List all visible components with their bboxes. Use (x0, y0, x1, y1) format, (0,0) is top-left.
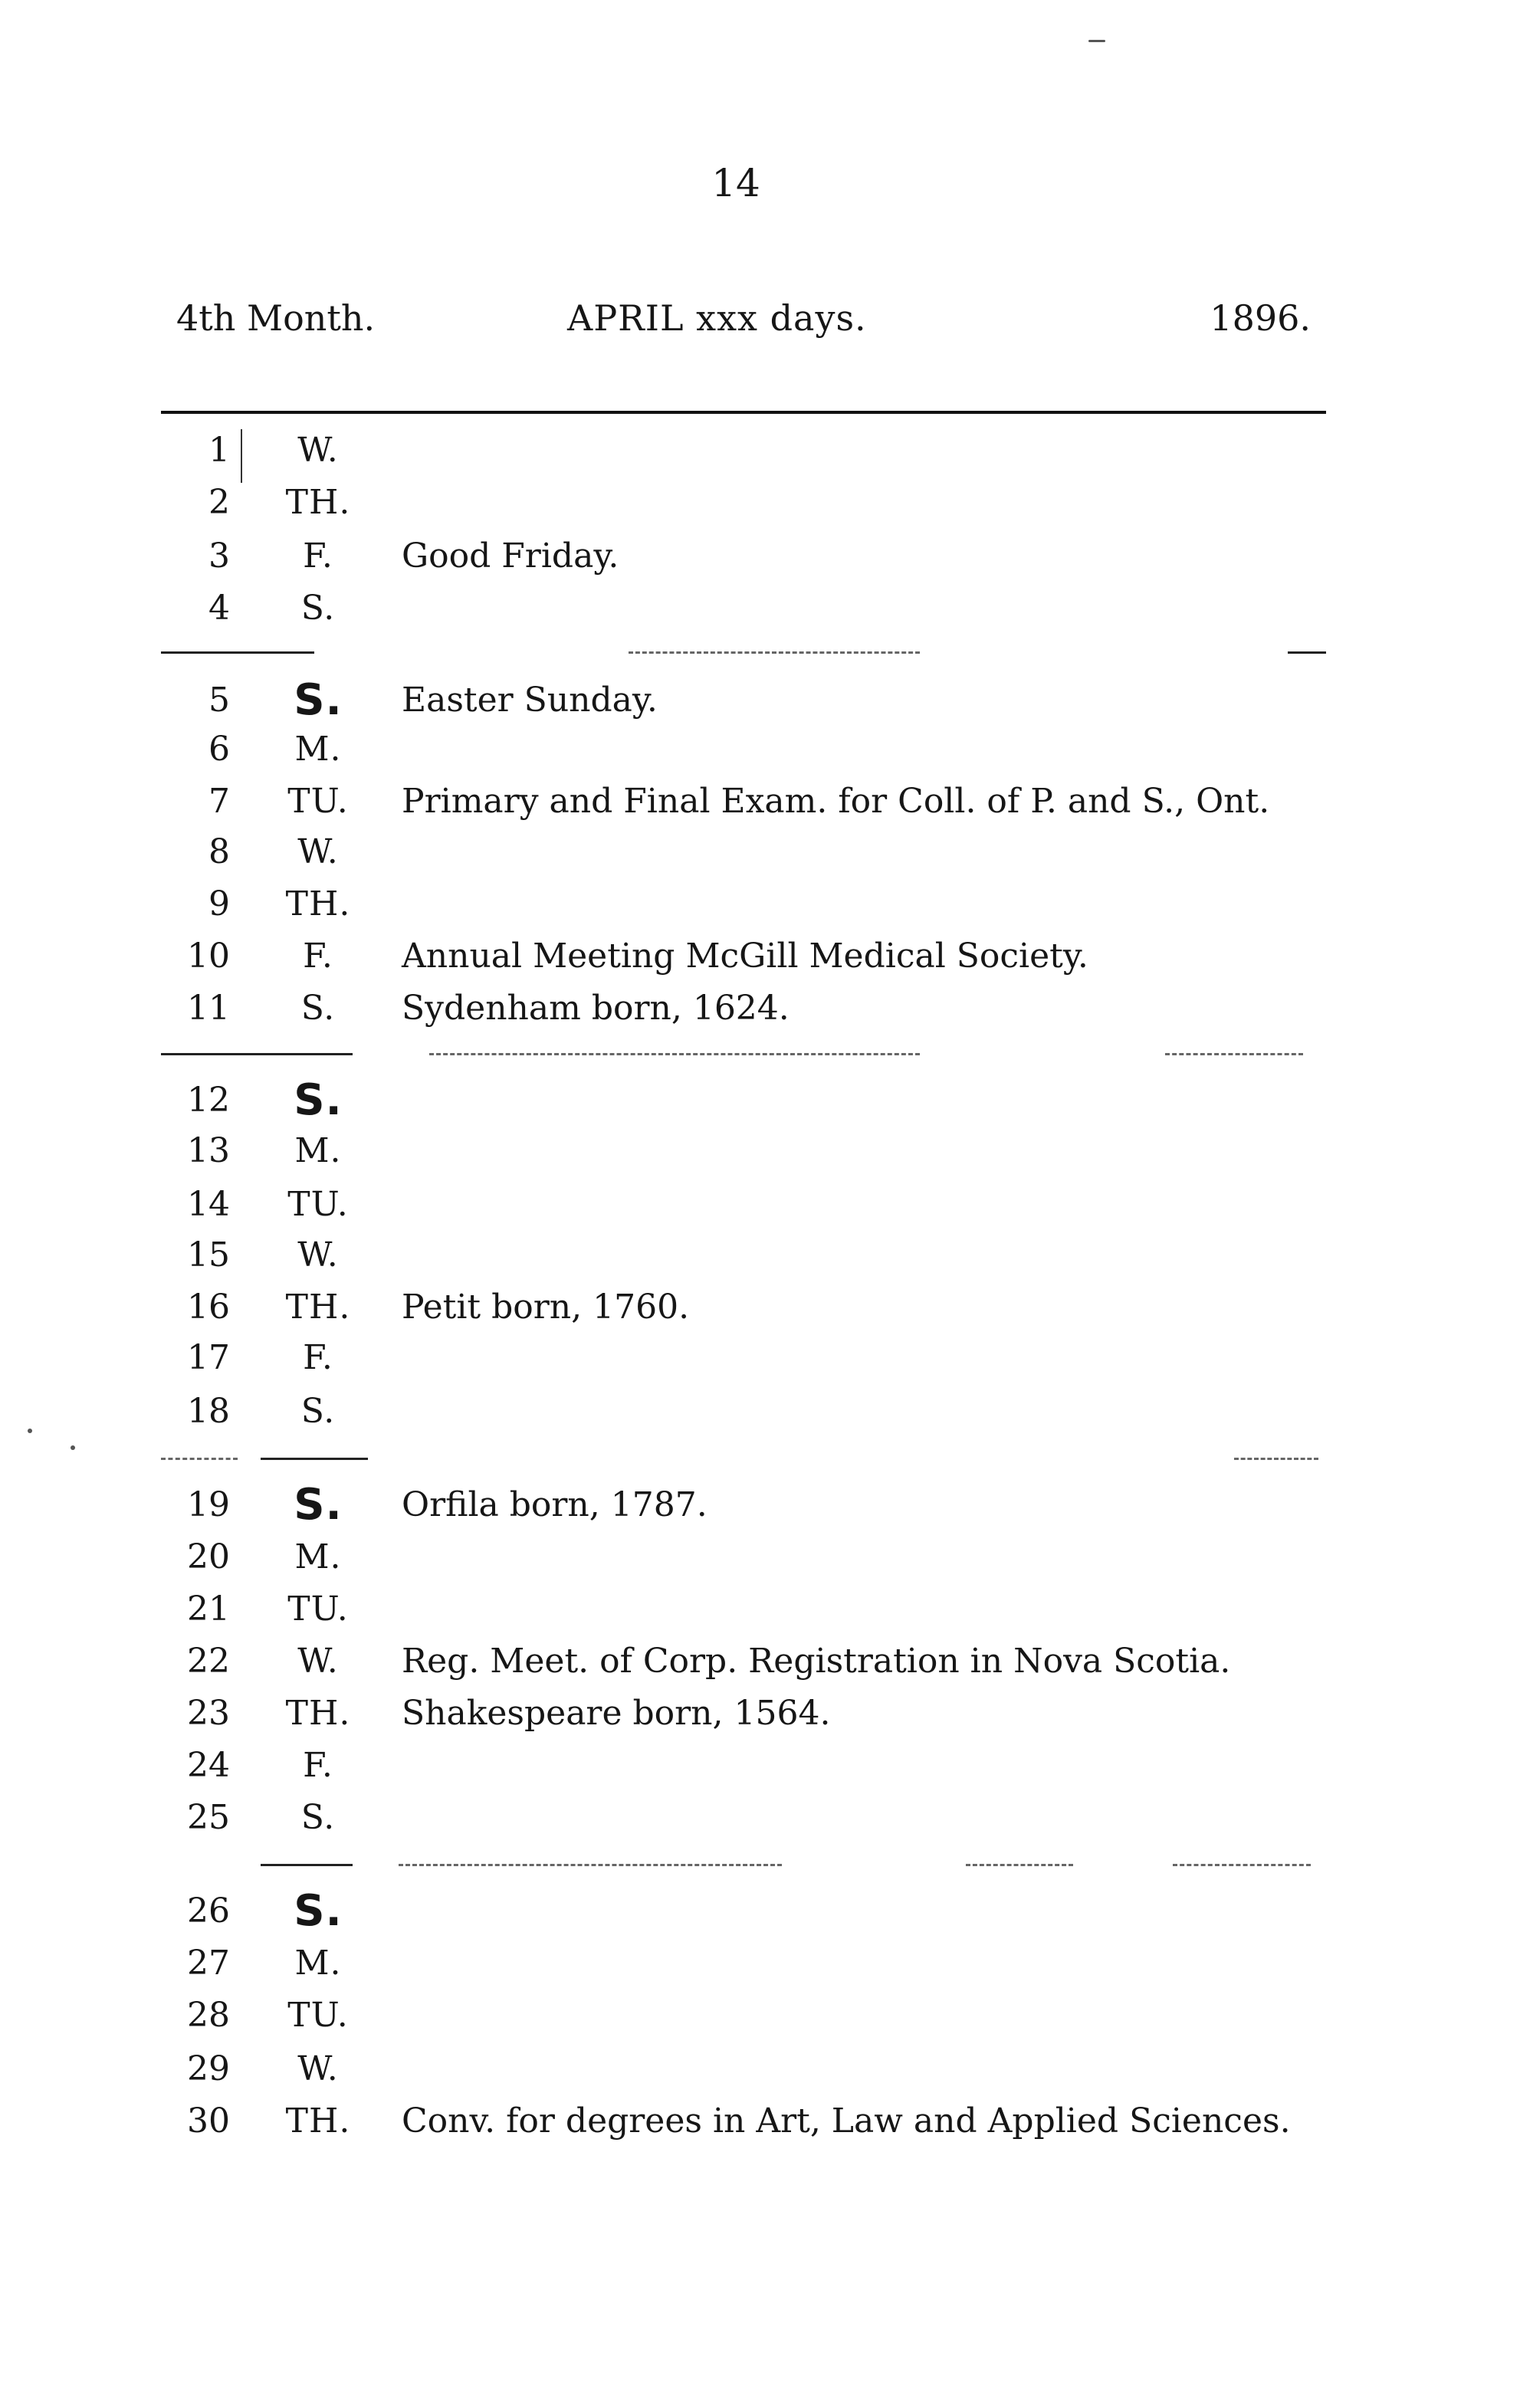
day-row (0, 2097, 1520, 2146)
day-number: 15 (187, 1235, 230, 1275)
weekday: M. (294, 730, 342, 769)
day-row (0, 584, 1520, 633)
print-speck (28, 1429, 32, 1433)
day-row (0, 1887, 1520, 1936)
day-row (0, 1231, 1520, 1280)
day-number: 14 (187, 1185, 230, 1224)
day-event: Conv. for degrees in Art, Law and Applied Sciences. (402, 2101, 1291, 2141)
day-row (0, 478, 1520, 527)
weekday: S. (300, 989, 336, 1028)
week-separator (399, 1864, 782, 1866)
day-event: Shakespeare born, 1564. (402, 1694, 831, 1733)
day-row (0, 1481, 1520, 1530)
day-number: 4 (208, 589, 230, 628)
day-row (0, 1533, 1520, 1582)
weekday: TH. (285, 884, 351, 924)
day-row (0, 932, 1520, 981)
day-row (0, 725, 1520, 774)
day-number: 12 (187, 1081, 230, 1120)
day-number: 6 (208, 730, 230, 769)
weekday-sunday: S. (294, 675, 343, 725)
day-number: 25 (187, 1798, 230, 1837)
day-number: 8 (208, 832, 230, 871)
day-row (0, 1741, 1520, 1790)
day-number: 30 (187, 2101, 230, 2141)
day-number: 20 (187, 1537, 230, 1576)
day-row (0, 1076, 1520, 1125)
day-row (0, 532, 1520, 581)
day-event: Primary and Final Exam. for Coll. of P. and S., Ont. (402, 782, 1270, 821)
day-row (0, 426, 1520, 475)
weekday: M. (294, 1131, 342, 1170)
day-number: 29 (187, 2049, 230, 2088)
week-separator (161, 1053, 353, 1055)
weekday-sunday: S. (294, 1480, 343, 1530)
print-speck (71, 1445, 75, 1450)
page-number: 14 (711, 161, 760, 205)
day-row (0, 1793, 1520, 1842)
weekday: TH. (285, 483, 351, 522)
week-separator (261, 1864, 353, 1866)
day-row (0, 1180, 1520, 1229)
weekday: TH. (285, 1288, 351, 1327)
day-number: 22 (187, 1642, 230, 1681)
week-separator (161, 651, 314, 654)
day-event: Good Friday. (402, 536, 619, 576)
print-speck (1088, 40, 1105, 42)
week-separator (161, 1458, 238, 1460)
weekday: M. (294, 1537, 342, 1576)
day-row (0, 2045, 1520, 2094)
day-event: Annual Meeting McGill Medical Society. (402, 937, 1088, 976)
day-number: 27 (187, 1944, 230, 1983)
weekday: TU. (287, 782, 349, 821)
day-number: 18 (187, 1392, 230, 1431)
day-number: 2 (208, 483, 230, 522)
day-row (0, 777, 1520, 826)
week-separator (261, 1458, 368, 1460)
day-event: Sydenham born, 1624. (402, 989, 790, 1028)
day-row (0, 676, 1520, 725)
month-title: APRIL xxx days. (567, 297, 867, 339)
week-separator (1165, 1053, 1303, 1055)
month-label: 4th Month. (176, 297, 376, 339)
day-row (0, 1127, 1520, 1176)
weekday: F. (303, 1338, 333, 1377)
day-row (0, 1334, 1520, 1383)
weekday: TU. (287, 1996, 349, 2035)
day-number: 7 (208, 782, 230, 821)
day-row (0, 1689, 1520, 1738)
day-event: Orfila born, 1787. (402, 1485, 707, 1524)
week-separator (1234, 1458, 1318, 1460)
weekday: TH. (285, 1694, 351, 1733)
day-row (0, 1637, 1520, 1686)
day-number: 10 (187, 937, 230, 976)
day-row (0, 984, 1520, 1033)
day-number: 19 (187, 1485, 230, 1524)
weekday: W. (297, 2049, 339, 2088)
weekday: W. (297, 1642, 339, 1681)
weekday-sunday: S. (294, 1886, 343, 1936)
week-separator (629, 651, 920, 654)
day-row (0, 880, 1520, 929)
day-number: 1 (208, 431, 230, 470)
week-separator (429, 1053, 920, 1055)
weekday: F. (303, 536, 333, 576)
week-separator (1173, 1864, 1311, 1866)
weekday: S. (300, 589, 336, 628)
weekday: F. (303, 937, 333, 976)
day-number: 24 (187, 1746, 230, 1785)
weekday: TU. (287, 1589, 349, 1629)
year-label: 1896. (1210, 297, 1311, 339)
weekday: W. (297, 832, 339, 871)
weekday: W. (297, 1235, 339, 1275)
weekday: TH. (285, 2101, 351, 2141)
weekday-sunday: S. (294, 1075, 343, 1125)
day-row (0, 1939, 1520, 1988)
day-row (0, 828, 1520, 877)
week-separator (966, 1864, 1073, 1866)
day-number: 26 (187, 1891, 230, 1931)
weekday: S. (300, 1798, 336, 1837)
day-number: 9 (208, 884, 230, 924)
day-number: 11 (187, 989, 230, 1028)
day-row (0, 1283, 1520, 1332)
day-event: Reg. Meet. of Corp. Registration in Nova Scotia. (402, 1642, 1231, 1681)
weekday: F. (303, 1746, 333, 1785)
weekday: M. (294, 1944, 342, 1983)
day-event: Easter Sunday. (402, 681, 658, 720)
day-number: 17 (187, 1338, 230, 1377)
weekday: W. (297, 431, 339, 470)
day-number: 16 (187, 1288, 230, 1327)
week-separator (1288, 651, 1326, 654)
day-number: 5 (208, 681, 230, 720)
day-row (0, 1387, 1520, 1436)
day-number: 28 (187, 1996, 230, 2035)
weekday: S. (300, 1392, 336, 1431)
day-row (0, 1585, 1520, 1634)
day-number: 21 (187, 1589, 230, 1629)
day-number: 3 (208, 536, 230, 576)
day-number: 13 (187, 1131, 230, 1170)
day-event: Petit born, 1760. (402, 1288, 690, 1327)
day-number: 23 (187, 1694, 230, 1733)
day-row (0, 1991, 1520, 2040)
weekday: TU. (287, 1185, 349, 1224)
